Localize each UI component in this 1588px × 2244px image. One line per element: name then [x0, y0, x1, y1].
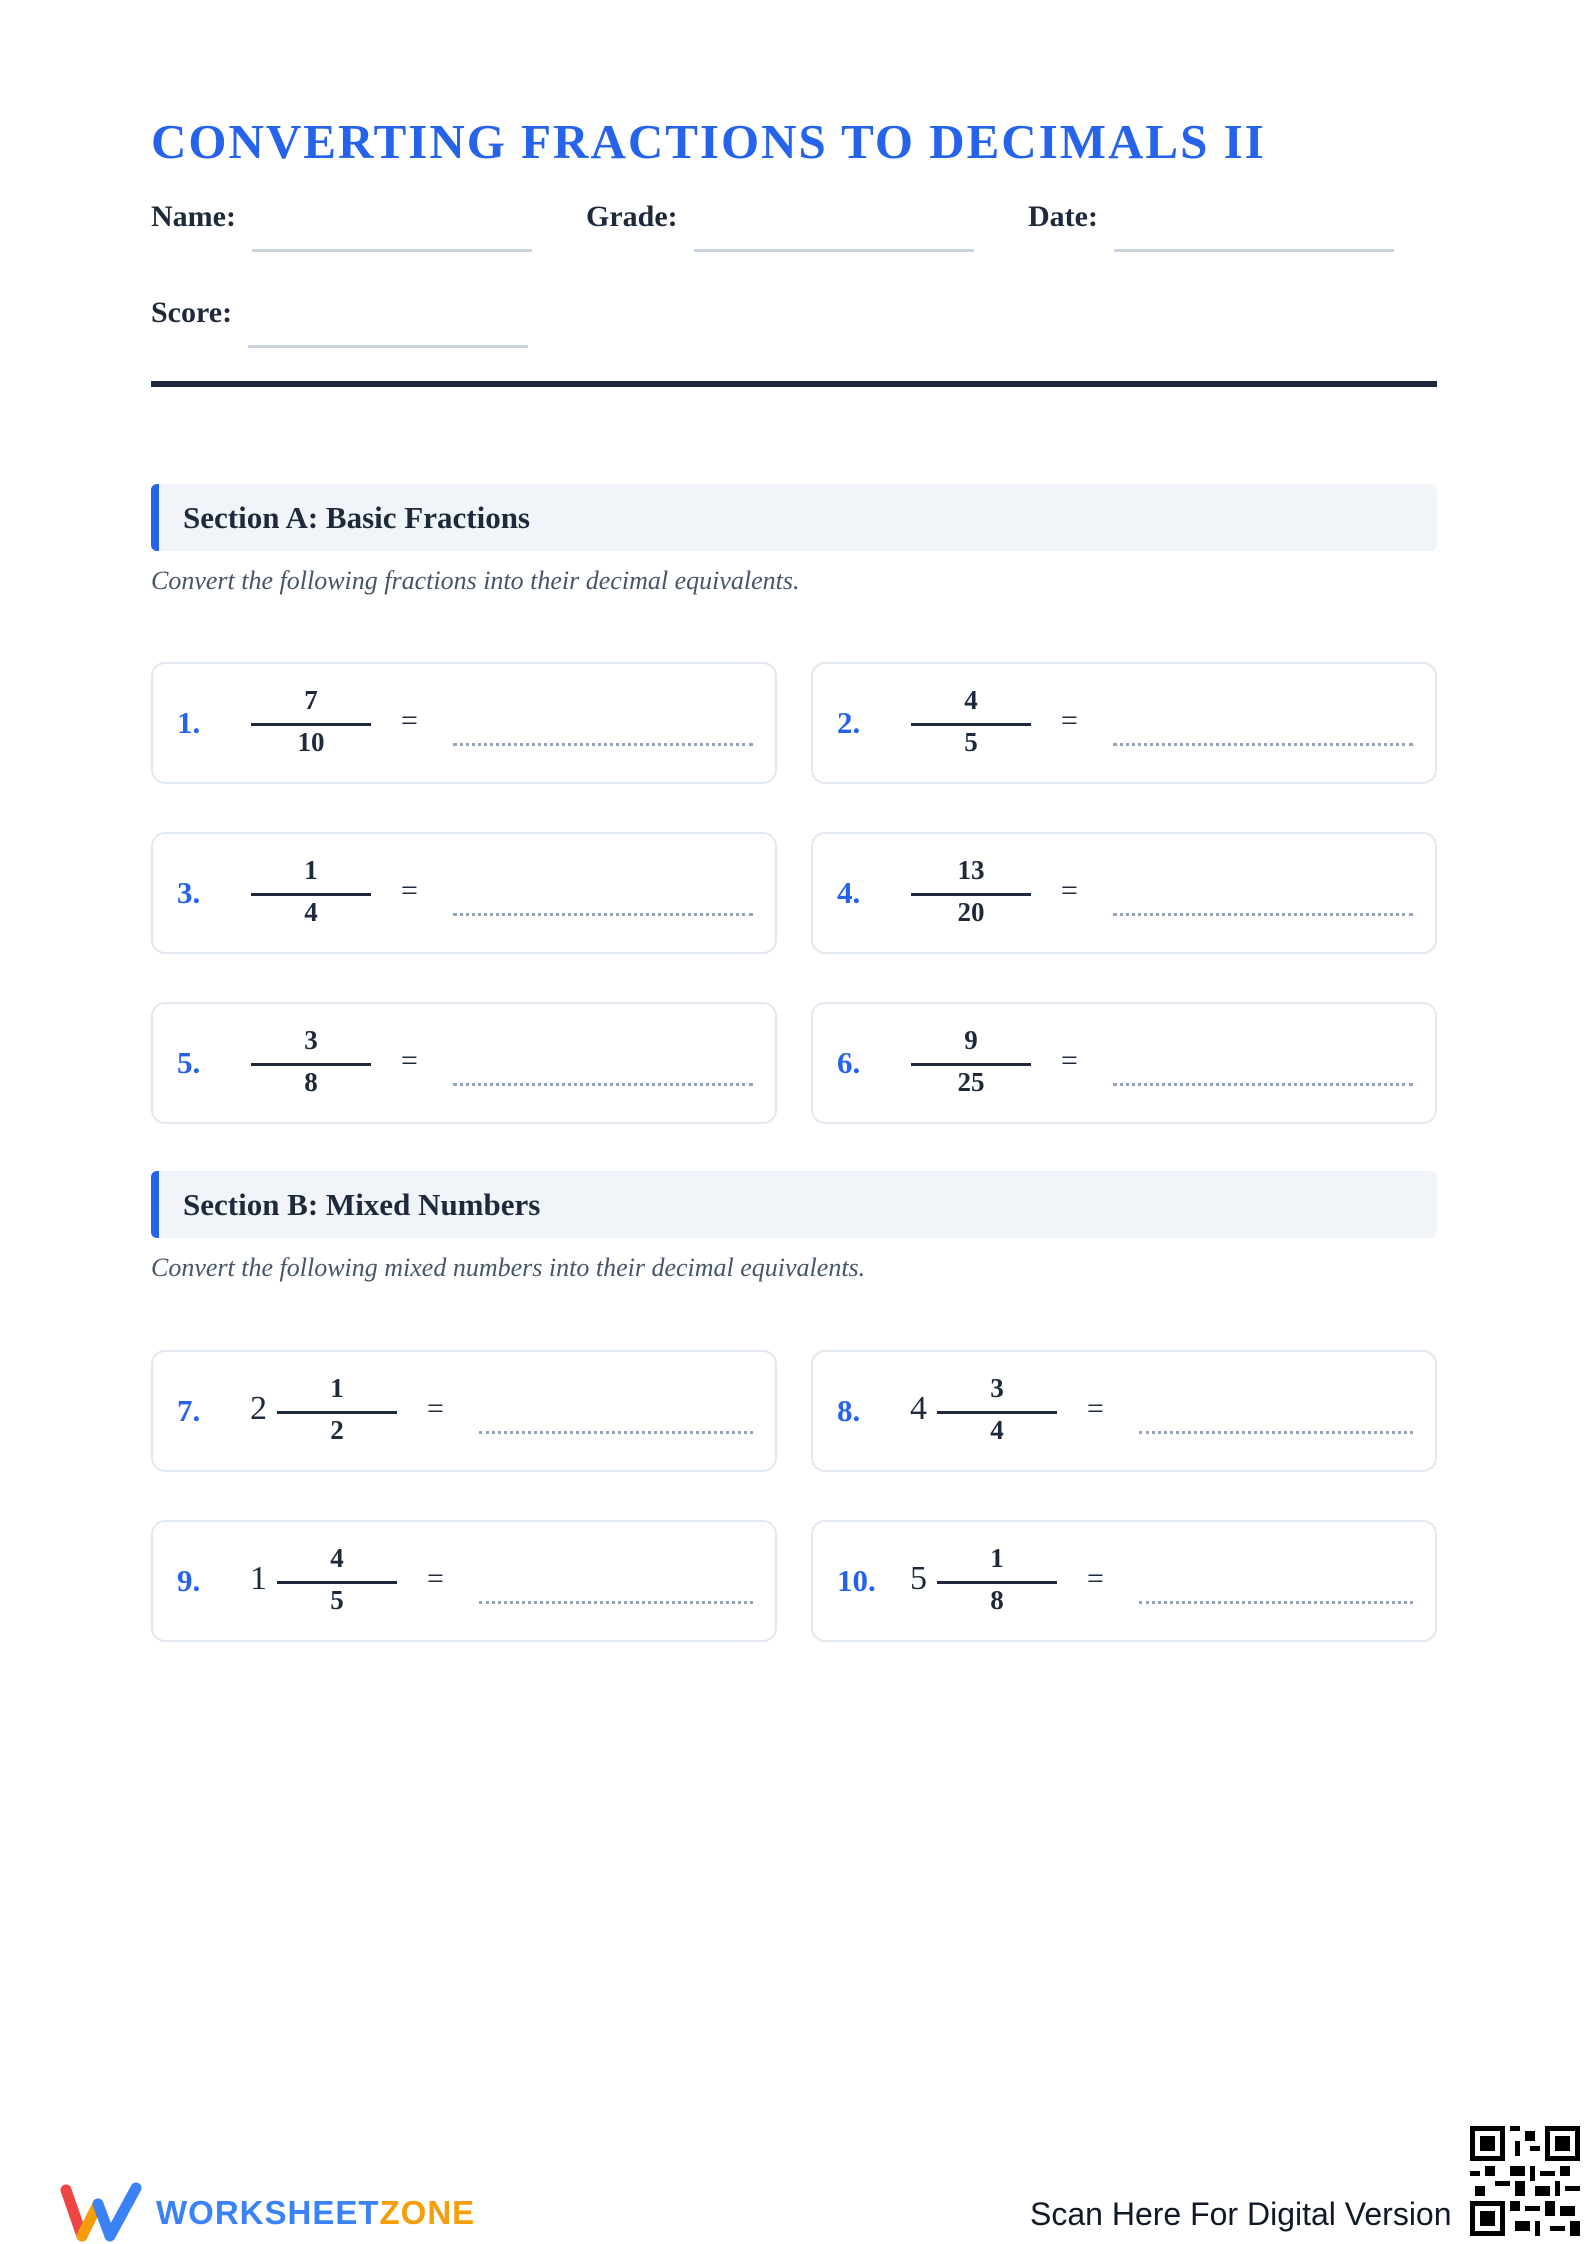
scan-instruction: Scan Here For Digital Version — [1030, 2196, 1452, 2232]
section-a-header — [151, 484, 1437, 551]
whole-number: 5 — [910, 1560, 927, 1597]
numerator: 1 — [990, 1543, 1004, 1573]
denominator: 5 — [330, 1585, 344, 1615]
name-field[interactable] — [151, 200, 532, 234]
date-label: Date: — [1028, 200, 1098, 233]
denominator: 4 — [304, 897, 318, 927]
numerator: 1 — [330, 1373, 344, 1403]
score-field[interactable] — [151, 296, 528, 330]
fraction-bar — [937, 1581, 1057, 1584]
problem-number: 9. — [177, 1563, 201, 1598]
answer-line[interactable] — [1113, 913, 1413, 916]
numerator: 4 — [330, 1543, 344, 1573]
whole-number: 1 — [250, 1560, 267, 1597]
equals-sign: = — [1061, 1044, 1078, 1077]
fraction-bar — [277, 1581, 397, 1584]
equals-sign: = — [401, 1044, 418, 1077]
answer-line[interactable] — [1113, 743, 1413, 746]
equals-sign: = — [1087, 1562, 1104, 1595]
equals-sign: = — [1087, 1392, 1104, 1425]
section-b-header — [151, 1171, 1437, 1238]
numerator: 3 — [990, 1373, 1004, 1403]
problem-card — [151, 662, 777, 784]
equals-sign: = — [427, 1392, 444, 1425]
denominator: 10 — [297, 727, 325, 757]
worksheet-title: CONVERTING FRACTIONS TO DECIMALS II — [151, 114, 1266, 169]
problem-number: 4. — [837, 875, 861, 910]
denominator: 4 — [990, 1415, 1004, 1445]
numerator: 1 — [304, 855, 318, 885]
fraction-bar — [251, 723, 371, 726]
denominator: 8 — [990, 1585, 1004, 1615]
problem-card — [811, 832, 1437, 954]
score-label: Score: — [151, 296, 233, 329]
fraction-bar — [277, 1411, 397, 1414]
problem-card — [151, 1520, 777, 1642]
brand-name — [156, 2194, 475, 2232]
section-a-instruction: Convert the following fractions into their decimal equivalents. — [151, 566, 800, 595]
problem-card — [811, 662, 1437, 784]
qr-code-icon[interactable] — [1470, 2126, 1580, 2236]
equals-sign: = — [427, 1562, 444, 1595]
grade-input-line[interactable] — [694, 249, 974, 252]
answer-line[interactable] — [453, 1083, 753, 1086]
problem-card — [151, 1350, 777, 1472]
problem-number: 10. — [837, 1563, 876, 1598]
whole-number: 2 — [250, 1390, 267, 1427]
answer-line[interactable] — [479, 1601, 753, 1604]
equals-sign: = — [401, 874, 418, 907]
date-input-line[interactable] — [1114, 249, 1394, 252]
denominator: 8 — [304, 1067, 318, 1097]
answer-line[interactable] — [453, 913, 753, 916]
fraction-bar — [937, 1411, 1057, 1414]
problem-card — [811, 1350, 1437, 1472]
equals-sign: = — [1061, 704, 1078, 737]
answer-line[interactable] — [1139, 1431, 1413, 1434]
section-b-instruction: Convert the following mixed numbers into their decimal equivalents. — [151, 1253, 866, 1282]
brand-name-part2: ZONE — [379, 2194, 476, 2231]
worksheetzone-logo-icon — [60, 2182, 144, 2244]
equals-sign: = — [401, 704, 418, 737]
problem-number: 7. — [177, 1393, 201, 1428]
denominator: 25 — [957, 1067, 985, 1097]
name-label: Name: — [151, 200, 236, 233]
denominator: 5 — [964, 727, 978, 757]
numerator: 9 — [964, 1025, 978, 1055]
section-b-title: Section B: Mixed Numbers — [183, 1186, 541, 1222]
numerator: 3 — [304, 1025, 318, 1055]
problem-number: 8. — [837, 1393, 861, 1428]
problem-number: 1. — [177, 705, 201, 740]
grade-field[interactable] — [586, 200, 974, 234]
denominator: 2 — [330, 1415, 344, 1445]
problem-card — [811, 1520, 1437, 1642]
grade-label: Grade: — [586, 200, 678, 233]
problem-card — [151, 832, 777, 954]
brand-name-part1: WORKSHEET — [156, 2194, 380, 2231]
header-divider — [151, 381, 1437, 387]
answer-line[interactable] — [1139, 1601, 1413, 1604]
problem-card — [811, 1002, 1437, 1124]
equals-sign: = — [1061, 874, 1078, 907]
section-a-title: Section A: Basic Fractions — [183, 499, 530, 535]
numerator: 13 — [957, 855, 985, 885]
worksheetzone-logo[interactable] — [60, 2182, 475, 2244]
fraction-bar — [911, 1063, 1031, 1066]
fraction-bar — [911, 723, 1031, 726]
whole-number: 4 — [910, 1390, 927, 1427]
fraction-bar — [911, 893, 1031, 896]
score-input-line[interactable] — [248, 345, 528, 348]
fraction-bar — [251, 1063, 371, 1066]
numerator: 7 — [304, 685, 318, 715]
answer-line[interactable] — [479, 1431, 753, 1434]
numerator: 4 — [964, 685, 978, 715]
date-field[interactable] — [1028, 200, 1394, 234]
problem-card — [151, 1002, 777, 1124]
answer-line[interactable] — [453, 743, 753, 746]
problem-number: 5. — [177, 1045, 201, 1080]
problem-number: 6. — [837, 1045, 861, 1080]
problem-number: 3. — [177, 875, 201, 910]
problem-number: 2. — [837, 705, 861, 740]
denominator: 20 — [957, 897, 985, 927]
fraction-bar — [251, 893, 371, 896]
answer-line[interactable] — [1113, 1083, 1413, 1086]
name-input-line[interactable] — [252, 249, 532, 252]
